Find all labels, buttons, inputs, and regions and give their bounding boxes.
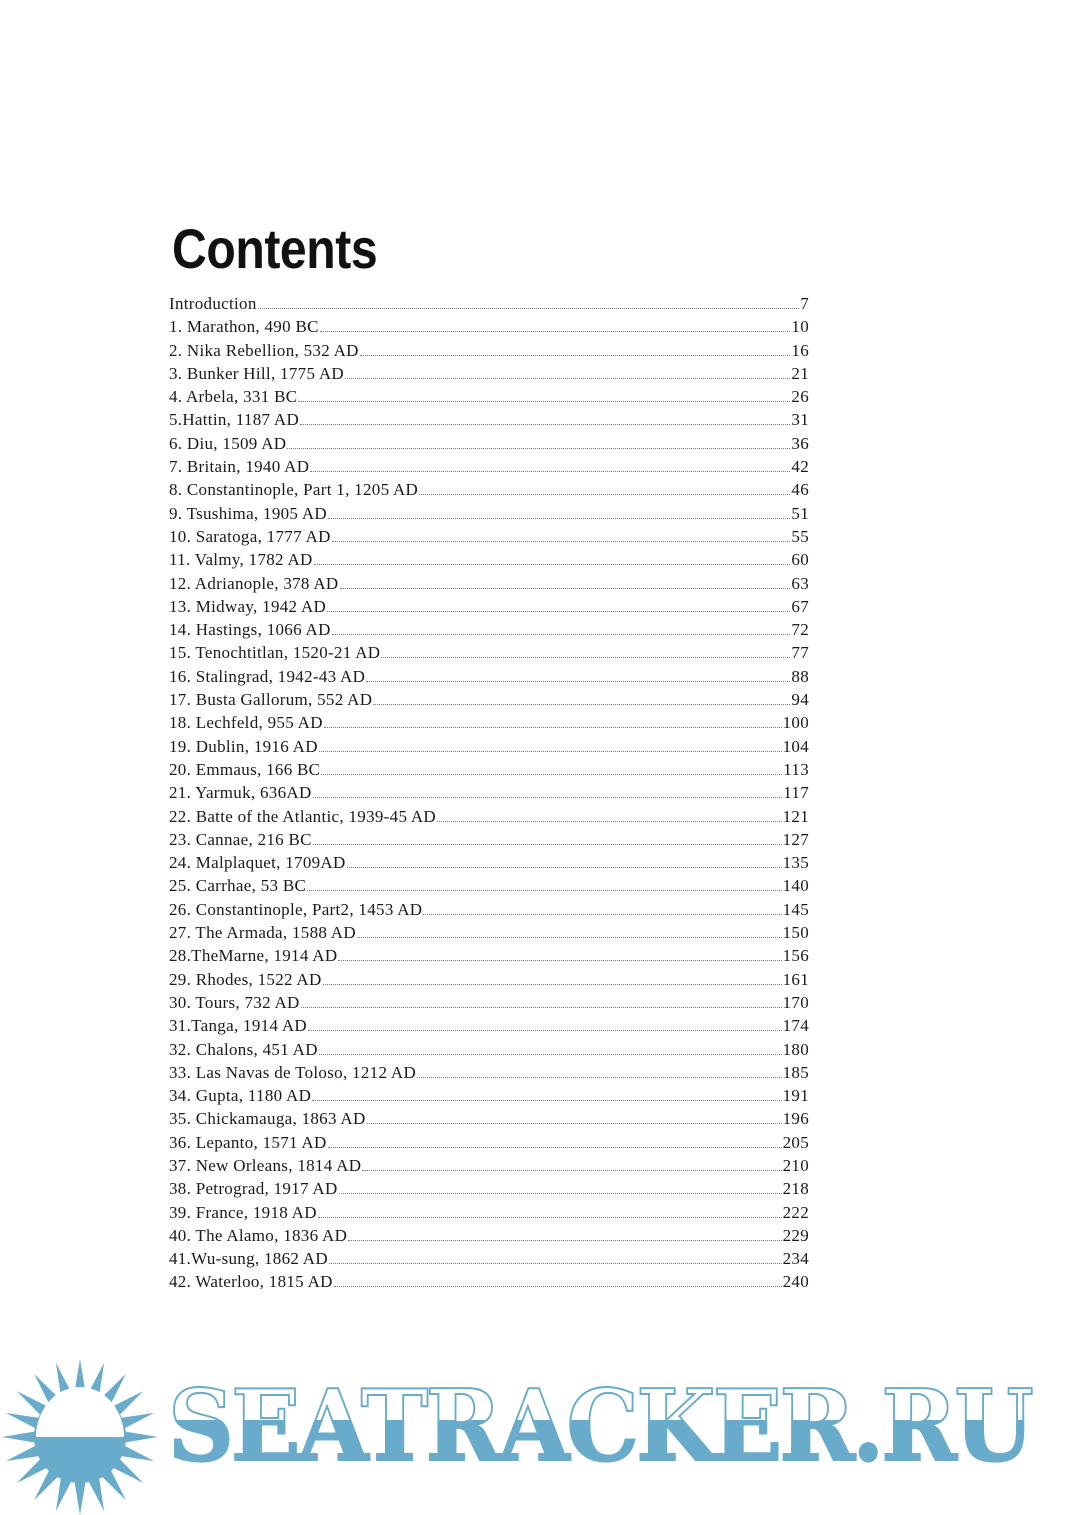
dot-leader: [310, 471, 790, 472]
toc-entry-title: 39. France, 1918 AD: [169, 1202, 317, 1222]
dot-leader: [328, 518, 790, 519]
toc-entry[interactable]: [169, 1156, 809, 1179]
toc-entry[interactable]: [169, 457, 809, 480]
toc-entry-page: 100: [782, 713, 809, 733]
toc-entry-page: 145: [782, 899, 809, 919]
toc-entry-title: 29. Rhodes, 1522 AD: [169, 969, 322, 989]
toc-entry[interactable]: [169, 550, 809, 573]
dot-leader: [301, 1007, 782, 1008]
toc-entry[interactable]: [169, 1249, 809, 1272]
toc-entry-title: 21. Yarmuk, 636AD: [169, 783, 312, 803]
dot-leader: [308, 1030, 782, 1031]
toc-entry[interactable]: [169, 713, 809, 736]
toc-entry-page: 210: [782, 1155, 809, 1175]
toc-entry-page: 55: [791, 526, 809, 546]
toc-entry-page: 7: [800, 294, 809, 313]
toc-entry-page: 117: [783, 783, 809, 803]
toc-entry-title: 42. Waterloo, 1815 AD: [169, 1272, 333, 1292]
toc-entry-title: 34. Gupta, 1180 AD: [169, 1086, 312, 1106]
toc-entry-page: 229: [782, 1225, 809, 1245]
toc-entry-title: 17. Busta Gallorum, 552 AD: [169, 690, 373, 710]
toc-entry[interactable]: [169, 1226, 809, 1249]
toc-entry-page: 16: [791, 340, 809, 360]
toc-entry[interactable]: [169, 434, 809, 457]
toc-entry[interactable]: [169, 387, 809, 410]
dot-leader: [323, 984, 782, 985]
dot-leader: [312, 1100, 781, 1101]
toc-entry-page: 196: [782, 1109, 809, 1129]
toc-entry-title: 23. Cannae, 216 BC: [169, 829, 312, 849]
toc-entry-title: 16. Stalingrad, 1942-43 AD: [169, 666, 366, 686]
toc-entry-title: 9. Tsushima, 1905 AD: [169, 503, 327, 523]
toc-entry-title: 13. Midway, 1942 AD: [169, 596, 327, 616]
dot-leader: [314, 564, 791, 565]
toc-entry[interactable]: [169, 900, 809, 923]
toc-entry-page: 174: [782, 1016, 809, 1036]
sun-ray: [6, 1413, 40, 1429]
dot-leader: [332, 541, 791, 542]
sun-ray: [74, 1481, 85, 1515]
toc-entry-page: 51: [791, 503, 809, 523]
dot-leader: [298, 401, 790, 402]
dot-leader: [332, 634, 791, 635]
toc-entry-title: 30. Tours, 732 AD: [169, 992, 300, 1012]
toc-entry-page: 72: [791, 620, 809, 640]
toc-entry-page: 60: [791, 550, 809, 570]
toc-entry-page: 121: [782, 806, 809, 826]
dot-leader: [287, 448, 790, 449]
toc-entry-page: 31: [791, 410, 809, 430]
toc-entry-page: 156: [782, 946, 809, 966]
toc-entry-title: 37. New Orleans, 1814 AD: [169, 1155, 362, 1175]
toc-entry-page: 170: [782, 992, 809, 1012]
dot-leader: [340, 588, 791, 589]
toc-entry[interactable]: [169, 527, 809, 550]
toc-entry[interactable]: [169, 667, 809, 690]
toc-entry-title: 35. Chickamauga, 1863 AD: [169, 1109, 366, 1129]
toc-entry-title: 26. Constantinople, Part2, 1453 AD: [169, 899, 423, 919]
toc-entry-page: 21: [791, 363, 809, 383]
toc-entry-title: 36. Lepanto, 1571 AD: [169, 1132, 327, 1152]
toc-entry[interactable]: [169, 574, 809, 597]
dot-leader: [437, 821, 782, 822]
toc-entry-page: 127: [782, 829, 809, 849]
toc-entry-page: 77: [791, 643, 809, 663]
sun-ray: [2, 1431, 36, 1442]
toc-entry-title: 4. Arbela, 331 BC: [169, 387, 298, 407]
dot-leader: [320, 331, 791, 332]
toc-entry-page: 240: [782, 1272, 809, 1292]
dot-leader: [373, 704, 790, 705]
dot-leader: [307, 890, 781, 891]
table-of-contents: [169, 294, 809, 1296]
toc-entry[interactable]: [169, 643, 809, 666]
toc-entry-title: 1. Marathon, 490 BC: [169, 317, 319, 337]
toc-entry[interactable]: [169, 1063, 809, 1086]
toc-entry-page: 36: [791, 433, 809, 453]
dot-leader: [423, 914, 781, 915]
watermark: [0, 1355, 1080, 1515]
toc-entry[interactable]: [169, 737, 809, 760]
toc-entry-title: 32. Chalons, 451 AD: [169, 1039, 318, 1059]
toc-entry[interactable]: [169, 970, 809, 993]
toc-entry-title: 6. Diu, 1509 AD: [169, 433, 287, 453]
toc-entry-page: 180: [782, 1039, 809, 1059]
toc-entry-title: 11. Valmy, 1782 AD: [169, 550, 313, 570]
toc-entry-title: 3. Bunker Hill, 1775 AD: [169, 363, 345, 383]
toc-entry-title: 15. Tenochtitlan, 1520-21 AD: [169, 643, 381, 663]
toc-entry[interactable]: [169, 853, 809, 876]
toc-entry-page: 94: [791, 690, 809, 710]
toc-entry-title: 22. Batte of the Atlantic, 1939-45 AD: [169, 806, 437, 826]
dot-leader: [328, 1147, 782, 1148]
toc-entry[interactable]: [169, 1272, 809, 1295]
toc-entry[interactable]: [169, 341, 809, 364]
dot-leader: [338, 960, 781, 961]
toc-entry[interactable]: [169, 1203, 809, 1226]
toc-entry-title: Introduction: [169, 294, 257, 313]
toc-entry-title: 8. Constantinople, Part 1, 1205 AD: [169, 480, 419, 500]
dot-leader: [381, 657, 790, 658]
toc-entry-page: 140: [782, 876, 809, 896]
toc-entry-page: 222: [782, 1202, 809, 1222]
toc-entry-title: 24. Malplaquet, 1709AD: [169, 853, 346, 873]
toc-entry[interactable]: [169, 597, 809, 620]
dot-leader: [327, 611, 790, 612]
dot-leader: [367, 1123, 782, 1124]
toc-entry[interactable]: [169, 1086, 809, 1109]
toc-entry[interactable]: [169, 317, 809, 340]
toc-entry-page: 46: [791, 480, 809, 500]
toc-entry[interactable]: [169, 923, 809, 946]
toc-entry-title: 31.Tanga, 1914 AD: [169, 1016, 308, 1036]
toc-entry-title: 2. Nika Rebellion, 532 AD: [169, 340, 359, 360]
toc-entry-page: 150: [782, 923, 809, 943]
dot-leader: [419, 494, 790, 495]
dot-leader: [318, 1217, 782, 1218]
toc-entry-page: 104: [782, 736, 809, 756]
toc-entry[interactable]: [169, 946, 809, 969]
toc-entry-title: 41.Wu-sung, 1862 AD: [169, 1249, 328, 1269]
toc-entry-title: 40. The Alamo, 1836 AD: [169, 1225, 348, 1245]
dot-leader: [366, 681, 790, 682]
toc-entry[interactable]: [169, 620, 809, 643]
dot-leader: [329, 1263, 782, 1264]
toc-entry-page: 205: [782, 1132, 809, 1152]
toc-entry-title: 38. Petrograd, 1917 AD: [169, 1179, 338, 1199]
dot-leader: [334, 1286, 782, 1287]
dot-leader: [321, 774, 782, 775]
toc-entry-page: 185: [782, 1062, 809, 1082]
toc-entry-page: 191: [782, 1086, 809, 1106]
toc-entry[interactable]: [169, 830, 809, 853]
toc-entry-page: 161: [782, 969, 809, 989]
toc-entry-page: 234: [782, 1249, 809, 1269]
sun-ray: [56, 1477, 72, 1511]
toc-entry-title: 27. The Armada, 1588 AD: [169, 923, 356, 943]
toc-entry[interactable]: [169, 1016, 809, 1039]
toc-entry-page: 67: [791, 596, 809, 616]
toc-entry-title: 12. Adrianople, 378 AD: [169, 573, 339, 593]
toc-entry-page: 42: [791, 457, 809, 477]
toc-entry-page: 113: [783, 759, 809, 779]
toc-entry-title: 33. Las Navas de Toloso, 1212 AD: [169, 1062, 417, 1082]
dot-leader: [345, 378, 790, 379]
toc-entry[interactable]: [169, 1040, 809, 1063]
toc-entry[interactable]: [169, 364, 809, 387]
page-title: Contents: [172, 216, 378, 280]
dot-leader: [313, 844, 782, 845]
toc-entry[interactable]: [169, 1109, 809, 1132]
toc-entry-title: 5.Hattin, 1187 AD: [169, 410, 300, 430]
sun-ray: [88, 1477, 104, 1511]
toc-entry[interactable]: [169, 1179, 809, 1202]
toc-entry[interactable]: [169, 480, 809, 503]
toc-entry-title: 14. Hastings, 1066 AD: [169, 620, 331, 640]
sun-ray: [6, 1445, 40, 1461]
toc-entry-page: 26: [791, 387, 809, 407]
toc-entry[interactable]: [169, 294, 809, 317]
toc-entry[interactable]: [169, 504, 809, 527]
toc-entry-title: 7. Britain, 1940 AD: [169, 457, 310, 477]
sun-ray: [124, 1431, 158, 1442]
toc-entry-title: 20. Emmaus, 166 BC: [169, 759, 321, 779]
toc-entry-page: 63: [791, 573, 809, 593]
toc-entry[interactable]: [169, 1133, 809, 1156]
dot-leader: [417, 1077, 782, 1078]
toc-entry[interactable]: [169, 690, 809, 713]
toc-entry-title: 25. Carrhae, 53 BC: [169, 876, 307, 896]
dot-leader: [362, 1170, 781, 1171]
toc-entry[interactable]: [169, 760, 809, 783]
dot-leader: [300, 424, 790, 425]
toc-entry[interactable]: [169, 410, 809, 433]
watermark-text: SEATRACKER.RU: [168, 1369, 1031, 1484]
sun-logo-icon: [0, 1355, 160, 1515]
dot-leader: [360, 355, 791, 356]
dot-leader: [258, 308, 800, 309]
toc-entry-title: 19. Dublin, 1916 AD: [169, 736, 318, 756]
toc-entry[interactable]: [169, 783, 809, 806]
toc-entry-page: 88: [791, 666, 809, 686]
toc-entry-page: 10: [791, 317, 809, 337]
toc-entry[interactable]: [169, 876, 809, 899]
toc-entry-title: 18. Lechfeld, 955 AD: [169, 713, 323, 733]
toc-entry-page: 218: [782, 1179, 809, 1199]
sun-ray: [120, 1413, 154, 1429]
toc-entry-title: 10. Saratoga, 1777 AD: [169, 526, 331, 546]
dot-leader: [347, 867, 782, 868]
dot-leader: [319, 751, 782, 752]
dot-leader: [319, 1054, 782, 1055]
dot-leader: [348, 1240, 781, 1241]
dot-leader: [339, 1193, 782, 1194]
toc-entry-title: 28.TheMarne, 1914 AD: [169, 946, 338, 966]
sun-ray: [120, 1445, 154, 1461]
dot-leader: [357, 937, 782, 938]
toc-entry[interactable]: [169, 807, 809, 830]
dot-leader: [324, 727, 782, 728]
toc-entry[interactable]: [169, 993, 809, 1016]
toc-entry-page: 135: [782, 853, 809, 873]
dot-leader: [313, 797, 783, 798]
